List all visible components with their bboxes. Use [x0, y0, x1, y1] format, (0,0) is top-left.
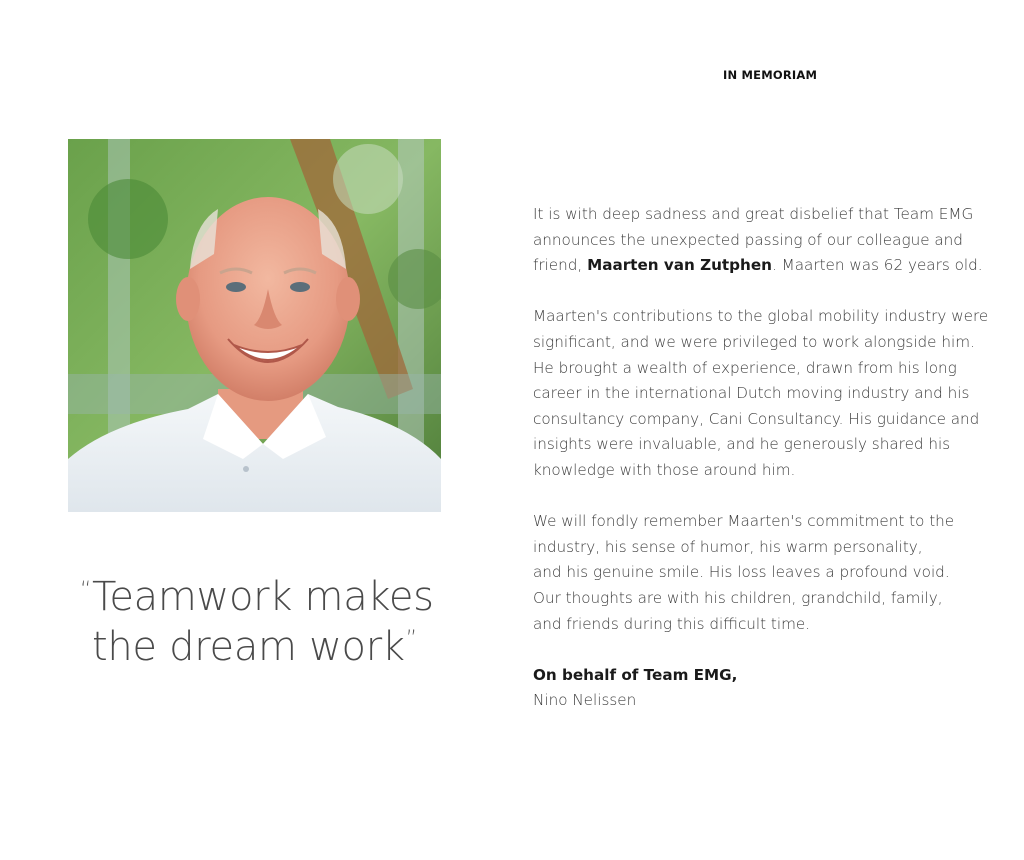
paragraph-remembrance	[533, 509, 1003, 637]
text-line: knowledge with those around him.	[533, 460, 796, 479]
text-line-prefix: friend,	[533, 256, 588, 275]
text-line: Maarten's contributions to the global mobility industry were	[533, 307, 989, 326]
quote-close-mark: ”	[405, 627, 417, 652]
quote-open-mark: “	[80, 578, 92, 603]
text-line: and friends during this difficult time.	[533, 614, 811, 633]
signature-name: Nino Nelissen	[533, 691, 637, 710]
text-line: consultancy company, Cani Consultancy. His guidance and	[533, 409, 980, 428]
text-line: Our thoughts are with his children, grandchild, family,	[533, 588, 943, 607]
text-line: career in the international Dutch moving industry and his	[533, 384, 970, 403]
deceased-name: Maarten van Zutphen	[587, 256, 772, 275]
page-title: IN MEMORIAM	[723, 68, 818, 82]
memoriam-text	[533, 202, 1003, 714]
signature	[533, 663, 1003, 714]
text-line	[533, 253, 1003, 279]
text-line: He brought a wealth of experience, drawn from his long	[533, 358, 957, 377]
paragraph-contributions	[533, 304, 1003, 483]
signature-on-behalf: On behalf of Team EMG,	[533, 665, 738, 684]
text-line: and his genuine smile. His loss leaves a profound void.	[533, 563, 950, 582]
quote-line-1: Teamwork makes	[92, 574, 434, 620]
quote	[80, 572, 452, 679]
quote-line-2	[92, 622, 452, 679]
text-line: We will fondly remember Maarten's commitment to the	[533, 512, 955, 531]
text-line: industry, his sense of humor, his warm personality,	[533, 537, 923, 556]
text-line: insights were invaluable, and he generously shared his	[533, 435, 951, 454]
text-line-suffix: . Maarten was 62 years old.	[771, 256, 983, 275]
quote-line-2-text: the dream work	[92, 624, 405, 670]
text-line: significant, and we were privileged to work alongside him.	[533, 332, 975, 351]
portrait-photo	[68, 139, 441, 512]
text-line: It is with deep sadness and great disbelief that Team EMG	[533, 205, 974, 223]
text-line: announces the unexpected passing of our colleague and	[533, 230, 963, 249]
paragraph-announcement	[533, 202, 1003, 279]
portrait-illustration	[68, 139, 441, 512]
